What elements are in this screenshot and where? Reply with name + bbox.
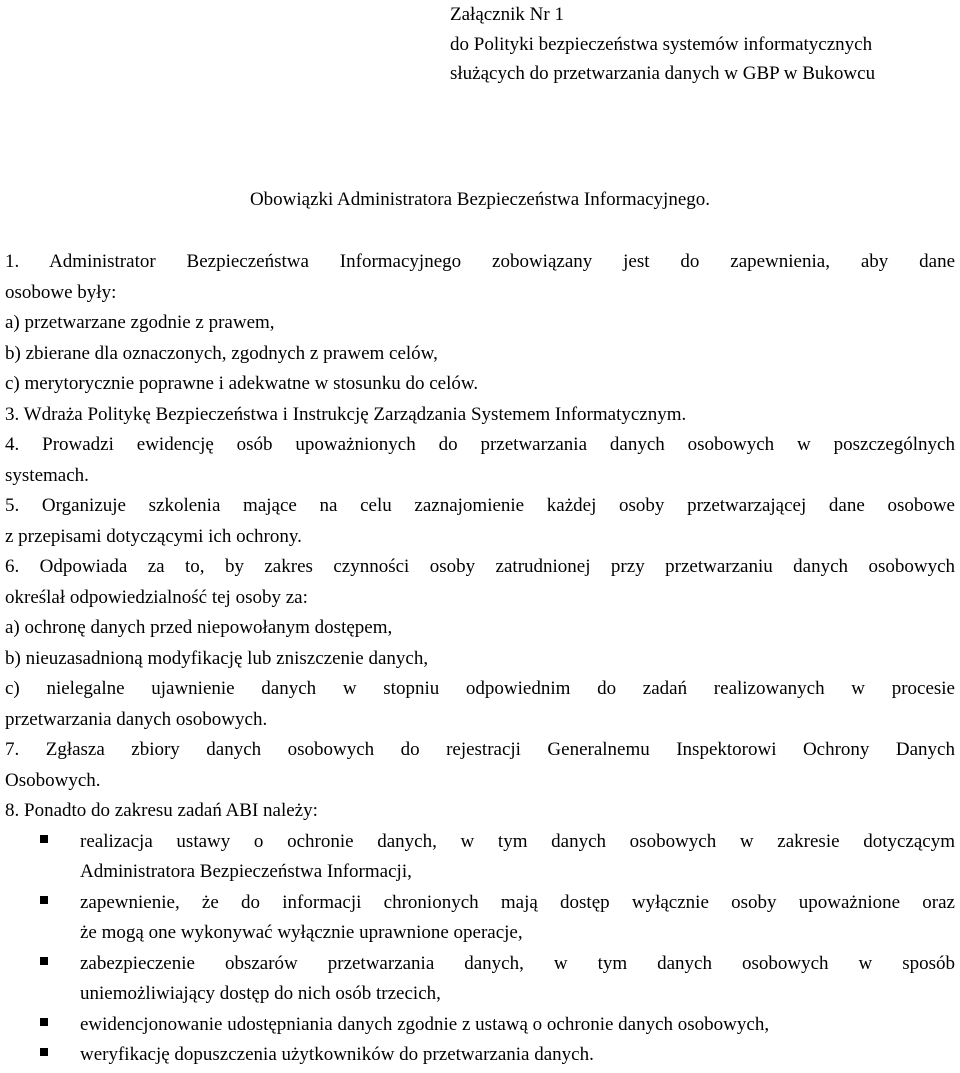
list-item <box>5 949 955 1010</box>
section-1-item-a: a) przetwarzane zgodnie z prawem, <box>5 312 275 333</box>
section-8-intro: 8. Ponadto do zakresu zadań ABI należy: <box>5 800 318 821</box>
section-6-item-a: a) ochronę danych przed niepowołanym dostępem, <box>5 617 393 638</box>
bullet-4-line-1: ewidencjonowanie udostępniania danych zgodnie z ustawą o ochronie danych osobowych, <box>80 1013 770 1035</box>
section-4 <box>5 430 955 491</box>
bullet-3-line-1: zabezpieczenie obszarów przetwarzania danych, w tym danych osobowych w sposób <box>80 952 955 974</box>
section-7 <box>5 735 955 796</box>
attachment-purpose-line: służących do przetwarzania danych w GBP w Bukowcu <box>450 63 876 84</box>
section-3-line-1: 3. Wdraża Politykę Bezpieczeństwa i Instrukcję Zarządzania Systemem Informatycznym. <box>5 403 687 425</box>
bullet-1-line-2: Administratora Bezpieczeństwa Informacji, <box>80 861 412 882</box>
list-item <box>5 827 955 888</box>
section-1-line-1: 1. Administrator Bezpieczeństwa Informacyjnego zobowiązany jest do zapewnienia, aby dane <box>5 251 955 272</box>
section-3 <box>5 400 955 431</box>
section-6-line-1: 6. Odpowiada za to, by zakres czynności osoby zatrudnionej przy przetwarzaniu danych osobowych <box>5 556 955 577</box>
section-5-line-1: 5. Organizuje szkolenia mające na celu zaznajomienie każdej osoby przetwarzającej dane osobowe <box>5 495 955 516</box>
square-bullet-icon <box>40 896 48 904</box>
attachment-header <box>450 0 950 89</box>
list-item <box>5 1010 955 1041</box>
bullet-3-line-2: uniemożliwiający dostęp do nich osób trzecich, <box>80 983 441 1004</box>
square-bullet-icon <box>40 835 48 843</box>
document-title: Obowiązki Administratora Bezpieczeństwa Informacyjnego. <box>249 189 711 210</box>
section-6 <box>5 552 955 735</box>
section-6-item-c-line-1: c) nielegalne ujawnienie danych w stopniu odpowiednim do zadań realizowanych w procesie <box>5 678 955 699</box>
section-6-item-b: b) nieuzasadnioną modyfikację lub zniszczenie danych, <box>5 647 429 669</box>
section-8-bullet-list <box>5 827 955 1071</box>
section-4-line-2: systemach. <box>5 464 89 486</box>
list-item <box>5 888 955 949</box>
attachment-policy-line: do Polityki bezpieczeństwa systemów informatycznych <box>450 33 873 55</box>
section-7-line-1: 7. Zgłasza zbiory danych osobowych do rejestracji Generalnemu Inspektorowi Ochrony Danych <box>5 739 955 760</box>
section-1-item-b: b) zbierane dla oznaczonych, zgodnych z prawem celów, <box>5 342 438 364</box>
list-item <box>5 1040 955 1071</box>
section-1-line-2: osobowe były: <box>5 281 117 303</box>
bullet-5-line-1: weryfikację dopuszczenia użytkowników do przetwarzania danych. <box>80 1044 594 1065</box>
section-6-item-c-line-2: przetwarzania danych osobowych. <box>5 708 268 730</box>
section-5-line-2: z przepisami dotyczącymi ich ochrony. <box>5 525 302 547</box>
section-1 <box>5 247 955 400</box>
document-body <box>5 247 955 1071</box>
section-5 <box>5 491 955 552</box>
bullet-1-line-1: realizacja ustawy o ochronie danych, w tym danych osobowych w zakresie dotyczącym <box>80 830 955 852</box>
bullet-2-line-1: zapewnienie, że do informacji chronionych mają dostęp wyłącznie osoby upoważnione oraz <box>80 891 955 913</box>
attachment-number: Załącznik Nr 1 <box>450 4 564 25</box>
square-bullet-icon <box>40 1048 48 1056</box>
section-6-line-2: określał odpowiedzialność tej osoby za: <box>5 586 308 608</box>
bullet-2-line-2: że mogą one wykonywać wyłącznie uprawnione operacje, <box>80 922 523 943</box>
section-4-line-1: 4. Prowadzi ewidencję osób upoważnionych do przetwarzania danych osobowych w poszczególnych <box>5 434 955 455</box>
square-bullet-icon <box>40 957 48 965</box>
section-1-item-c: c) merytorycznie poprawne i adekwatne w stosunku do celów. <box>5 373 479 394</box>
section-7-line-2: Osobowych. <box>5 769 101 791</box>
square-bullet-icon <box>40 1018 48 1026</box>
section-8 <box>5 796 955 1071</box>
